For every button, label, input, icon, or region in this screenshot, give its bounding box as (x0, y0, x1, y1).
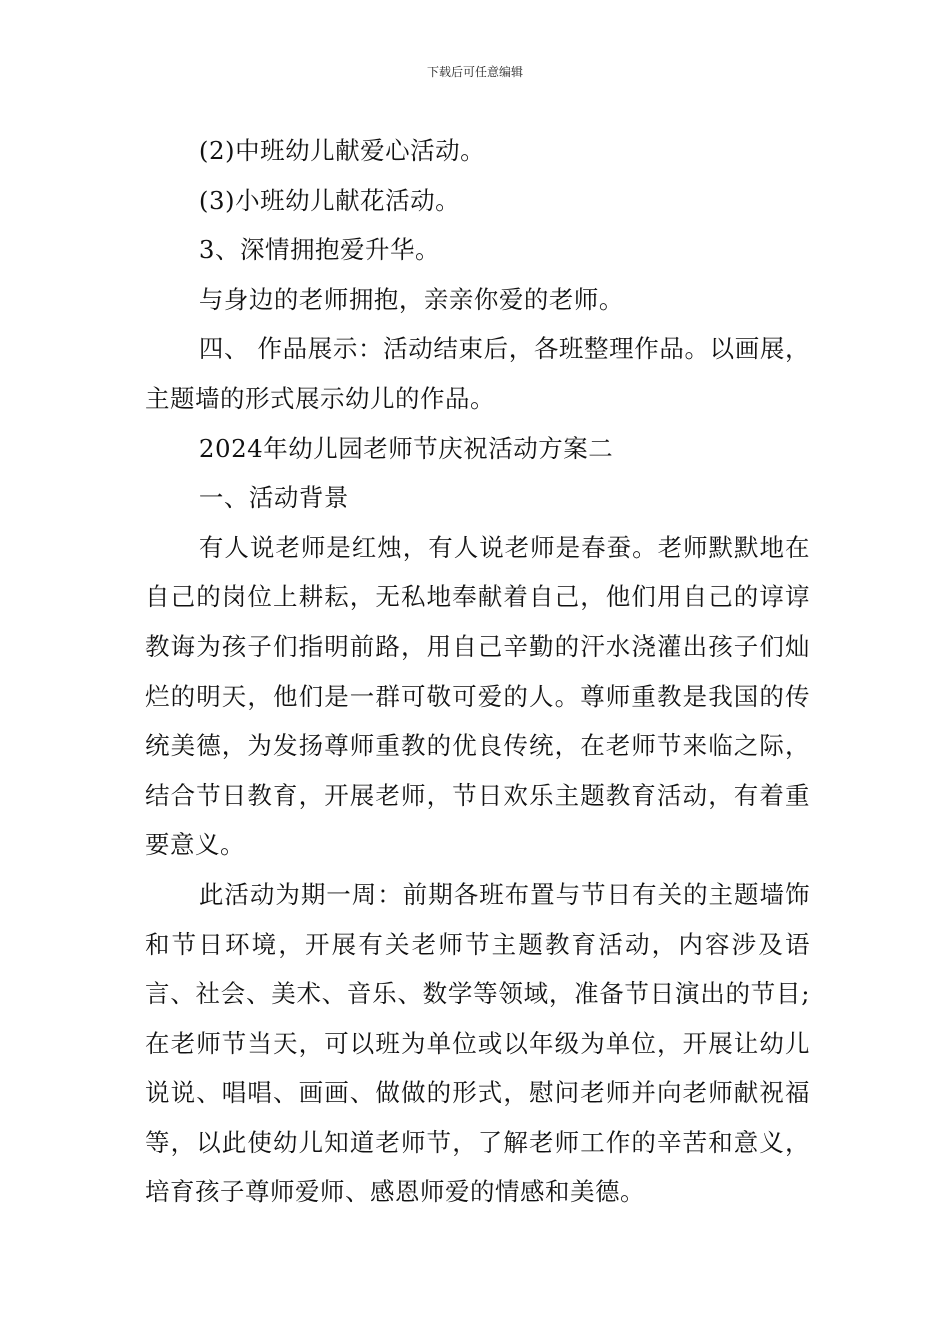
paragraph-middle-class-activity: (2)中班幼儿献爱心活动。 (198, 136, 486, 165)
paragraph-small-class-activity: (3)小班幼儿献花活动。 (198, 185, 461, 215)
section-heading-background: 一、活动背景 (198, 483, 349, 513)
paragraph-hug-section: 3、深情拥抱爱升华。 (198, 235, 440, 265)
paragraph-activity-period: 此活动为期一周：前期各班布置与节日有关的主题墙饰和节日环境，开展有关老师节主题教育活动，内容涉及语言、社会、美术、音乐、数学等领域，准备节日演出的节目;在老师节当天，可以班为单位或以年级为单位，开展让幼儿说说、唱唱、画画、做做的形式，慰问老师并向老师献祝福等，以此使幼儿知道老师节，了解老师工作的辛苦和意义，培育孩子尊师爱师、感恩师爱的情感和美德。 (145, 879, 810, 1207)
document-body (145, 126, 810, 1217)
paragraph-background-text: 有人说老师是红烛，有人说老师是春蚕。老师默默地在自己的岗位上耕耘，无私地奉献着自己，他们用自己的谆谆教诲为孩子们指明前路，用自己辛勤的汗水浇灌出孩子们灿烂的明天，他们是一群可敬可爱的人。尊师重教是我国的传统美德，为发扬尊师重教的优良传统，在老师节来临之际，结合节日教育，开展老师，节日欢乐主题教育活动，有着重要意义。 (145, 532, 810, 860)
section-title-plan-two: 2024年幼儿园老师节庆祝活动方案二 (198, 433, 614, 463)
page-header-note: 下载后可任意编辑 (426, 65, 523, 79)
paragraph-works-display: 四、 作品展示：活动结束后，各班整理作品。以画展，主题墙的形式展示幼儿的作品。 (145, 334, 810, 413)
paragraph-hug-teacher: 与身边的老师拥抱，亲亲你爱的老师。 (198, 284, 624, 314)
